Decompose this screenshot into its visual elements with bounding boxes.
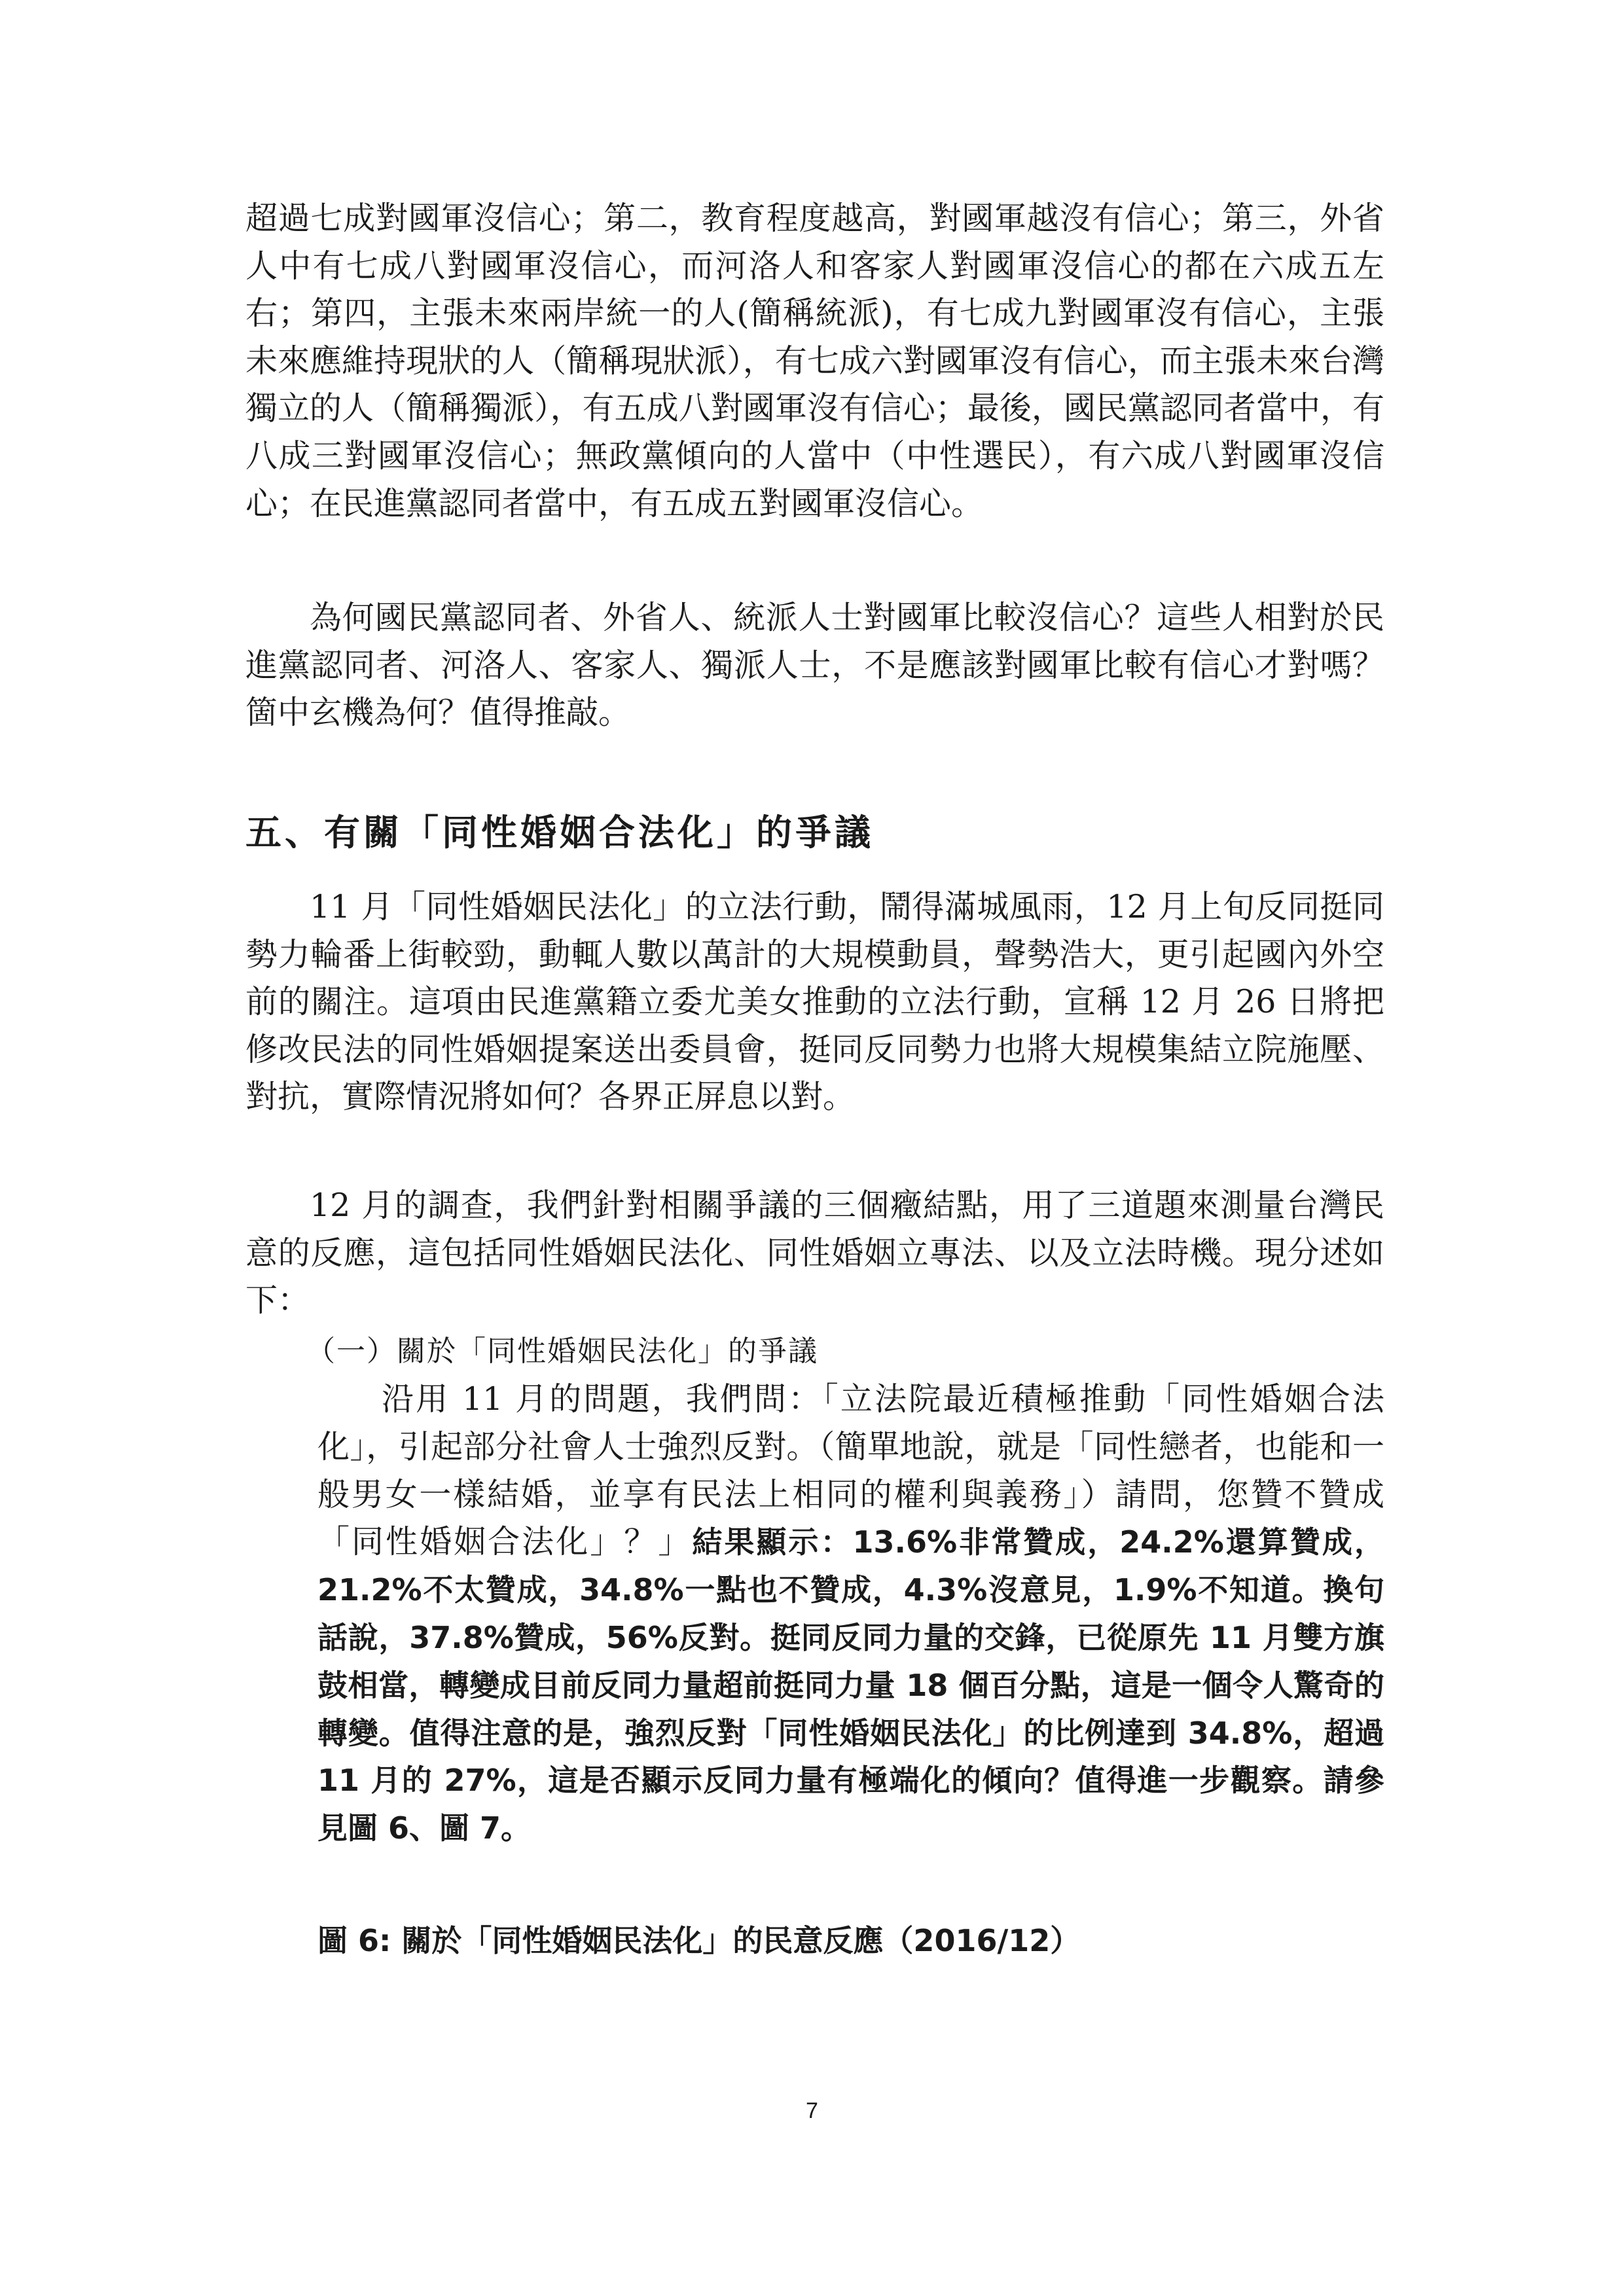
paragraph-survey-result <box>317 1376 1384 1852</box>
paragraph-november-legislation: 11 月「同性婚姻民法化」的立法行動，鬧得滿城風雨，12 月上旬反同挺同勢力輪番上街較勁，動輒人數以萬計的大規模動員，聲勢浩大，更引起國內外空前的關注。這項由民進黨籍立委尤美女推動的立法行動，宣稱 12 月 26 日將把修改民法的同性婚姻提案送出委員會，挺同反同勢力也將大規模集結立院施壓、對抗，實際情況將如何？各界正屏息以對。 <box>245 888 1384 1116</box>
page-number: 7 <box>806 2098 818 2123</box>
survey-result-text: 結果顯示：13.6%非常贊成，24.2%還算贊成，21.2%不太贊成，34.8%一點也不贊成，4.3%沒意見，1.9%不知道。換句話說，37.8%贊成，56%反對。挺同反同力量的交鋒，已從原先 11 月雙方旗鼓相當，轉變成目前反同力量超前挺同力量 18 個百分點，這是一個令人驚奇的轉變。值得注意的是，強烈反對「同性婚姻民法化」的比例達到 34.8%，超過 11 月的 27%，這是否顯示反同力量有極端化的傾向？值得進一步觀察。請參見圖 6、圖 7。 <box>317 1524 1384 1846</box>
paragraph-military-confidence: 超過七成對國軍沒信心；第二，教育程度越高，對國軍越沒有信心；第三，外省人中有七成八對國軍沒信心，而河洛人和客家人對國軍沒信心的都在六成五左右；第四，主張未來兩岸統一的人(簡稱統派)，有七成九對國軍沒有信心，主張未來應維持現狀的人（簡稱現狀派），有七成六對國軍沒有信心，而主張未來台灣獨立的人（簡稱獨派），有五成八對國軍沒有信心；最後，國民黨認同者當中，有八成三對國軍沒信心；無政黨傾向的人當中（中性選民），有六成八對國軍沒信心；在民進黨認同者當中，有五成五對國軍沒信心。 <box>245 200 1384 522</box>
survey-question-text: 沿用 11 月的問題，我們問：「立法院最近積極推動「同性婚姻合法化」，引起部分社會人士強烈反對。（簡單地說，就是「同性戀者，也能和一般男女一樣結婚，並享有民法上相同的權利與義務」）請問，您贊不贊成「同性婚姻合法化」？」 <box>317 1380 1384 1561</box>
section-heading: 五、有關「同性婚姻合法化」的爭議 <box>245 812 875 853</box>
paragraph-question: 為何國民黨認同者、外省人、統派人士對國軍比較沒信心？這些人相對於民進黨認同者、河洛人、客家人、獨派人士，不是應該對國軍比較有信心才對嗎？箇中玄機為何？值得推敲。 <box>245 599 1384 732</box>
figure-caption: 圖 6: 關於「同性婚姻民法化」的民意反應（2016/12） <box>317 1923 1081 1958</box>
subsection-heading: （一）關於「同性婚姻民法化」的爭議 <box>306 1335 818 1368</box>
paragraph-december-survey: 12 月的調查，我們針對相關爭議的三個癥結點，用了三道題來測量台灣民意的反應，這包括同性婚姻民法化、同性婚姻立專法、以及立法時機。現分述如下： <box>245 1187 1384 1319</box>
